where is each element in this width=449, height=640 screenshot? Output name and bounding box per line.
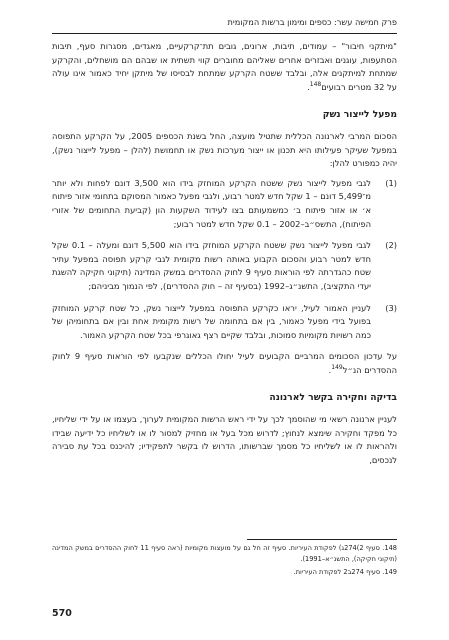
- list-item-number: (2): [385, 240, 397, 251]
- section1-closing: [52, 350, 397, 377]
- intro-paragraph-end: .: [307, 81, 310, 92]
- header-divider: [52, 33, 397, 34]
- section1-closing-text: על עדכון הסכומים המרביים הקבועים לעיל יחולו הכללים שנקבעו לפי הוראות סעיף 9 לחוק ההסדרים הנ״ל: [52, 351, 398, 375]
- footnote-ref-148[interactable]: 148: [309, 81, 322, 89]
- section-heading-inspection: בדיקה וחקירה בקשר לארנונה: [269, 392, 397, 404]
- footnote-divider: [247, 539, 397, 540]
- footnote-149: 149. סעיף 274ב2 לפקודת העיריות.: [293, 568, 397, 576]
- list-item: [52, 239, 397, 293]
- main-content: [52, 40, 397, 473]
- footnote-ref-149[interactable]: 149: [331, 364, 343, 372]
- list-item-text: לעניין האמור לעיל, יראו כקרקע התפוסה במפעל לייצור נשק, כל שטח קרקע המוחזק בפועל בידי מפעל כאמור, בין אם בתחומה של רשות מקומית אחת ובין אם בתחומיהן של כמה רשויות מקומיות סמוכות, ובלבד שקיים רצף גאוגרפי בכל שטח הקרקע האמור.: [52, 302, 371, 340]
- intro-paragraph-text: "מיתקני חיבור" – עמודים, תיבות, ארונים, גובים תת־קרקעיים, מאגדים, מסגרות סעף, תיבות הסתעפות, עוגנים ואבזרים אחרים שאליהם מחוברים קווי תשתית או שבהם הם מושחלים, והקרקע שמתחת למיתקנים אלה, ובלבד ששטח הקרקע שמתחת לבסיסו של מיתקן יחיד כאמור אינו עולה על 32 מטרים רבועים: [52, 41, 397, 92]
- section1-closing-end: .: [328, 364, 332, 375]
- section1-intro: הסכום המרבי לארנונה הכללית שתטיל מועצה, החל בשנת הכספים 2005, על הקרקע התפוסה במפעל שעיקר פעילותו היא תכנון או ייצור מערכות נשק או תחמושת (להלן – מפעל לייצור נשק), יהיה כמפורט להלן:: [52, 130, 398, 169]
- list-item-text: לגבי מפעל לייצור נשק ששטח הקרקע המוחזק בידו הוא 5,500 דונם ומעלה – 0.1 שקל חדש למטר רבוע והסכום הקבוע באותה רשות מקומית לגבי קרקע תפוסה במפעל עתיר שטח כהגדרתה לפי הוראות סעיף 9 לחוק ההסדרים במשק המדינה (תיקוני חקיקה להשגת יעדי התקציב), התשנ״ג–1992 (בסעיף זה – חוק ההסדרים), לפי הנמוך מביניהם;: [52, 240, 371, 291]
- intro-paragraph: [52, 40, 397, 94]
- footnotes: [52, 543, 397, 581]
- list-item: [52, 177, 397, 231]
- list-item-number: (3): [385, 302, 397, 313]
- list-item: [52, 302, 397, 343]
- page-number: 570: [52, 608, 72, 619]
- list-item-text: לגבי מפעל לייצור נשק ששטח הקרקע המוחזק בידו הוא 3,500 דונם לפחות ולא יותר מ־5,499 דונם – 1 שקל חדש למטר רבוע, ולגבי מפעל כאמור המסוקם בתחומי אזור פיתוח א׳ או אזור פיתוח ב׳ כמשמעותם בצו לעידוד השקעות הון (קביעת התחומים של אזורי הפיתוח), התשס״ב–2002 – 0.1 שקל חדש למטר רבוע;: [52, 177, 371, 229]
- section-heading-weapons-factory: מפעל לייצור נשק: [322, 109, 397, 121]
- list-item-number: (1): [385, 177, 397, 188]
- section2-paragraph: לעניין ארנונה רשאי מי שהוסמך לכך על ידי ראש הרשות המקומית לערוך, בעצמו או על ידי שליחיו, כל מפקד וחקירה שימצא לנחוץ; לדרוש מכל בעל או מחזיק למסור לו או לשליחיו כל ידיעה שבידו ולהראות לו או לשליחיו כל מסמך שברשותו, הדרוש לו בקשר לתפקידיו; להיכנס בכל עת סבירה לנכסים,: [52, 414, 397, 465]
- footnote-148: 148. סעיף 2)274ג) לפקודת העיריות. סעיף זה חל גם על מועצות מקומיות (ראה סעיף 11 לחוק ההסדרים במשק המדינה (תיקוני חקיקה), התשנ״א–1991).: [52, 544, 397, 563]
- running-header: פרק חמישה עשר: כספים ומימון ברשות המקומית: [227, 17, 397, 27]
